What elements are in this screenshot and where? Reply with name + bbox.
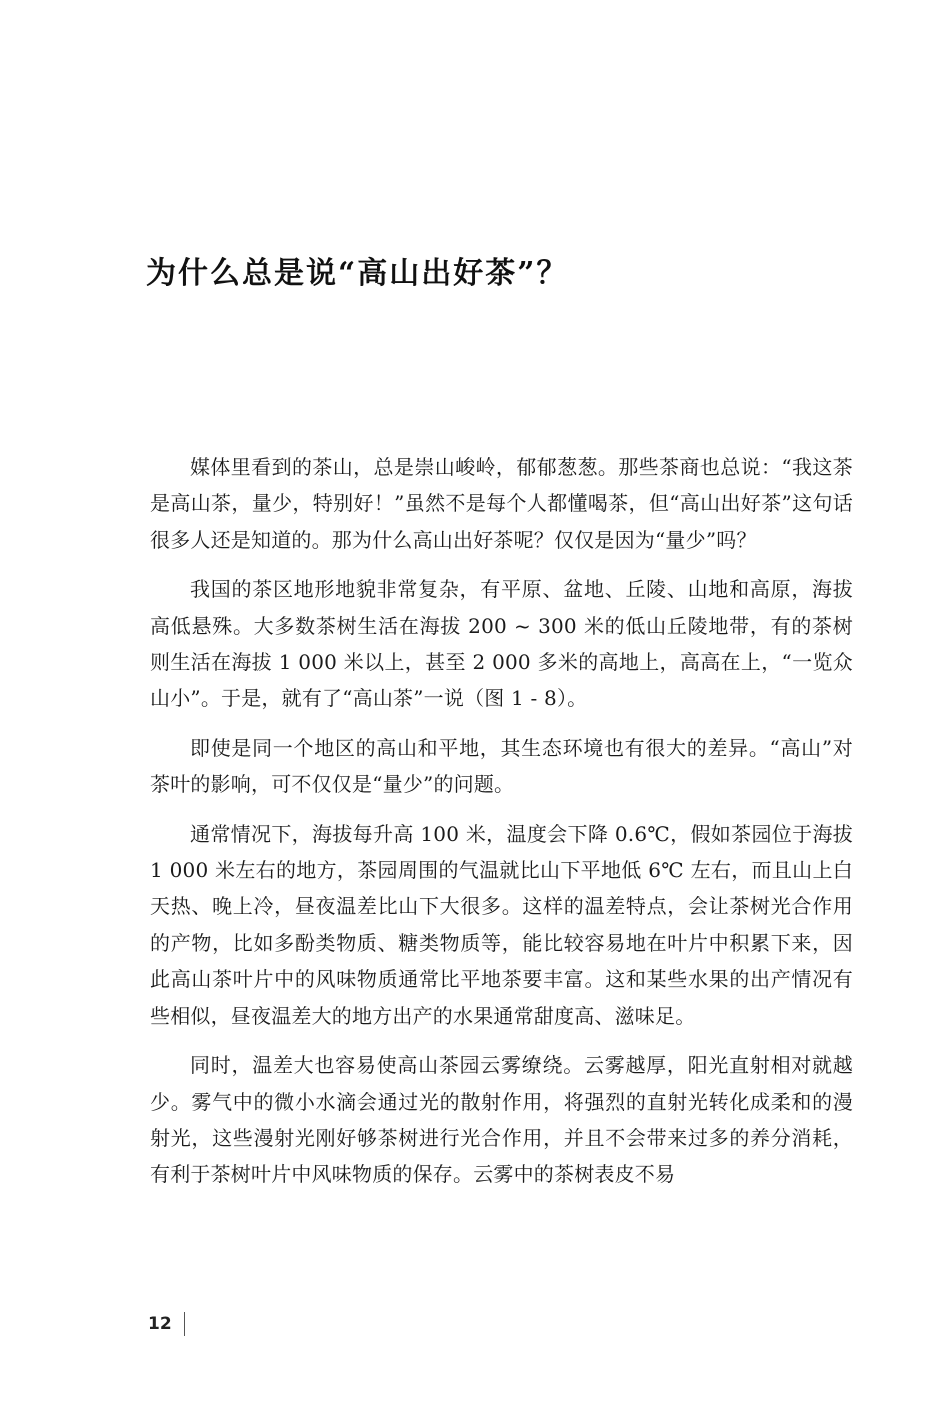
- body-text: [150, 449, 853, 1206]
- paragraph: 即使是同一个地区的高山和平地，其生态环境也有很大的差异。“高山”对茶叶的影响，可不仅仅是“量少”的问题。: [150, 735, 853, 797]
- page-number: 12: [148, 1314, 172, 1334]
- paragraph: 通常情况下，海拔每升高 100 米，温度会下降 0.6℃，假如茶园位于海拔 1 000 米左右的地方，茶园周围的气温就比山下平地低 6℃ 左右，而且山上白天热、晚上冷，昼夜温差比山下大很多。这样的温差特点，会让茶树光合作用的产物，比如多酚类物质、糖类物质等，能比较容易地在叶片中积累下来，因此高山茶叶片中的风味物质通常比平地茶要丰富。这和某些水果的出产情况有些相似，昼夜温差大的地方出产的水果通常甜度高、滋味足。: [150, 821, 853, 1028]
- paragraph: 同时，温差大也容易使高山茶园云雾缭绕。云雾越厚，阳光直射相对就越少。雾气中的微小水滴会通过光的散射作用，将强烈的直射光转化成柔和的漫射光，这些漫射光刚好够茶树进行光合作用，并且不会带来过多的养分消耗，有利于茶树叶片中风味物质的保存。云雾中的茶树表皮不易: [150, 1053, 853, 1187]
- paragraph: 我国的茶区地形地貌非常复杂，有平原、盆地、丘陵、山地和高原，海拔高低悬殊。大多数茶树生活在海拔 200 ~ 300 米的低山丘陵地带，有的茶树则生活在海拔 1 000 米以上，甚至 2 000 多米的高地上，高高在上，“一览众山小”。于是，就有了“高山茶”一说（图 1 - 8）。: [150, 577, 853, 711]
- footer-divider: [184, 1312, 185, 1336]
- page-footer: [148, 1311, 185, 1337]
- paragraph: 媒体里看到的茶山，总是崇山峻岭，郁郁葱葱。那些茶商也总说：“我这茶是高山茶，量少，特别好！”虽然不是每个人都懂喝茶，但“高山出好茶”这句话很多人还是知道的。那为什么高山出好茶呢？仅仅是因为“量少”吗？: [150, 455, 853, 552]
- section-title: 为什么总是说“高山出好茶”？: [146, 256, 569, 291]
